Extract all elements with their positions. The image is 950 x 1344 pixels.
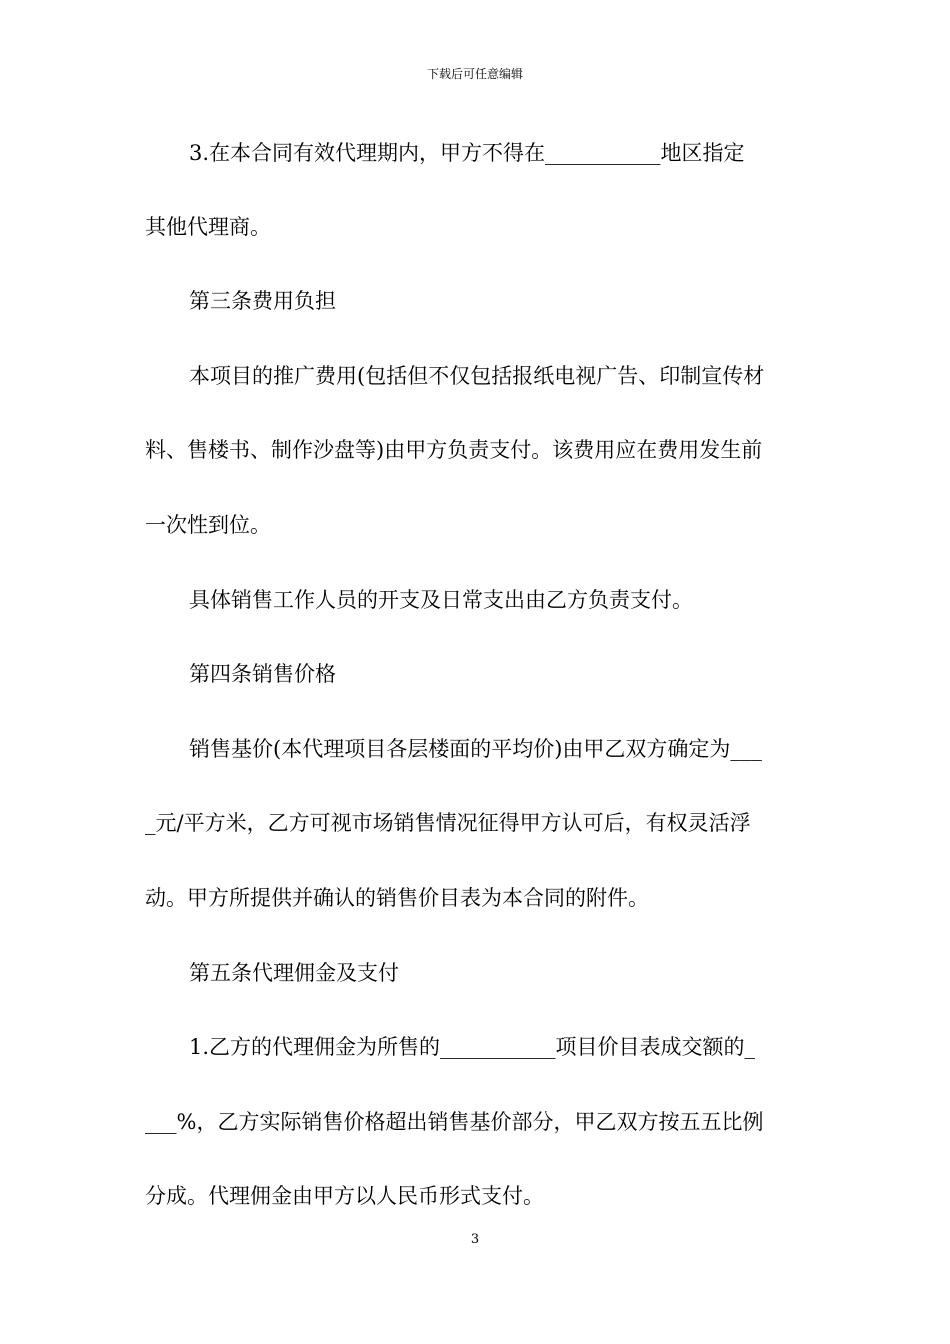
article-5-clause-1-line-3: 分成。代理佣金由甲方以人民币形式支付。 [145,1184,544,1208]
clause-3-line-1: 3.在本合同有效代理期内，甲方不得在___________地区指定 [189,141,745,165]
article-5-clause-1-line-1: 1.乙方的代理佣金为所售的___________项目价目表成交额的_ [189,1035,756,1059]
page-number: 3 [470,1232,480,1247]
article-4-para-line-1: 销售基价(本代理项目各层楼面的平均价)由甲乙双方确定为___ [189,737,762,761]
article-5-clause-1-line-2: ___%，乙方实际销售价格超出销售基价部分，甲乙双方按五五比例 [145,1110,764,1134]
article-3-para-1-line-1: 本项目的推广费用(包括但不仅包括报纸电视广告、印制宣传材 [189,364,765,388]
clause-3-line-2: 其他代理商。 [145,215,271,239]
article-4-para-line-2: _元/平方米，乙方可视市场销售情况征得甲方认可后，有权灵活浮 [145,811,751,835]
page-header: 下载后可任意编辑 [426,67,523,81]
article-4-heading: 第四条销售价格 [189,662,336,686]
article-3-para-1-line-2: 料、售楼书、制作沙盘等)由甲方负责支付。该费用应在费用发生前 [145,438,763,462]
article-3-para-1-line-3: 一次性到位。 [145,513,271,537]
article-3-para-2: 具体销售工作人员的开支及日常支出由乙方负责支付。 [189,588,693,612]
article-5-heading: 第五条代理佣金及支付 [189,961,399,985]
article-3-heading: 第三条费用负担 [189,289,336,313]
article-4-para-line-3: 动。甲方所提供并确认的销售价目表为本合同的附件。 [145,886,649,910]
